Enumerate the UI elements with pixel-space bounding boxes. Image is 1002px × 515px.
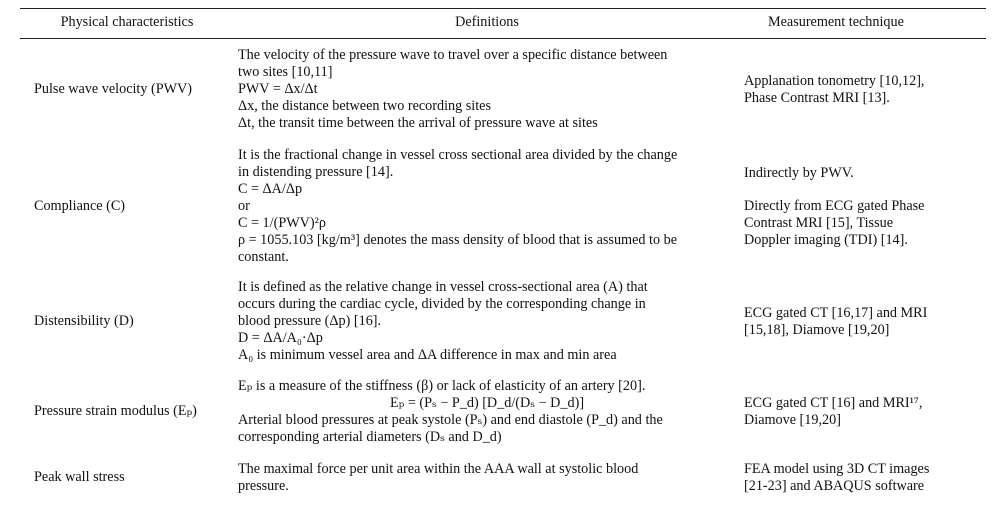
definition-line: in distending pressure [14].	[238, 164, 394, 180]
definition-line: It is the fractional change in vessel cross sectional area divided by the change	[238, 147, 678, 163]
cell-characteristic: Peak wall stress	[34, 469, 125, 485]
definition-formula: D = ΔA/A₀·Δp	[238, 330, 323, 346]
definition-formula: PWV = Δx/Δt	[238, 81, 318, 98]
definition-line: ρ = 1055.103 [kg/m³] denotes the mass density of blood that is assumed to be	[238, 232, 677, 248]
definition-line: occurs during the cardiac cycle, divided by the corresponding change in	[238, 296, 646, 312]
cell-characteristic: Distensibility (D)	[34, 313, 134, 329]
spacer	[744, 182, 982, 198]
table-row-peak-wall-stress	[20, 453, 986, 503]
cell-technique	[740, 453, 986, 503]
cell-characteristic: Pressure strain modulus (Eₚ)	[34, 403, 197, 419]
cell-characteristic: Pulse wave velocity (PWV)	[34, 81, 192, 98]
definition-line: constant.	[238, 249, 289, 265]
cell-definition	[234, 141, 740, 273]
definition-line: It is defined as the relative change in vessel cross-sectional area (A) that	[238, 279, 648, 295]
table-row-distensibility	[20, 273, 986, 371]
definition-formula: C = ΔA/Δp	[238, 181, 303, 197]
cell-definition	[234, 39, 740, 141]
definition-line: corresponding arterial diameters (Dₛ and D_d)	[238, 428, 502, 445]
technique-line: Phase Contrast MRI [13].	[744, 89, 890, 106]
definition-formula: Eₚ = (Pₛ − P_d) [D_d/(Dₛ − D_d)]	[389, 394, 585, 411]
header-row	[20, 9, 986, 39]
technique-line: Directly from ECG gated Phase	[744, 197, 925, 214]
definition-line: The maximal force per unit area within the AAA wall at systolic blood	[238, 460, 639, 477]
table-row-pressure-strain-modulus	[20, 371, 986, 453]
technique-line: Indirectly by PWV.	[744, 164, 854, 181]
table-row-compliance	[20, 141, 986, 273]
cell-characteristic: Compliance (C)	[34, 198, 126, 214]
definition-line: The velocity of the pressure wave to travel over a specific distance between	[238, 47, 668, 64]
technique-line: Applanation tonometry [10,12],	[744, 72, 925, 89]
definition-line: Δx, the distance between two recording sites	[238, 98, 491, 115]
technique-line: Diamove [19,20]	[744, 411, 841, 428]
table-row-pwv	[20, 39, 986, 141]
cell-technique	[740, 273, 986, 371]
definition-line: Arterial blood pressures at peak systole (Pₛ) and end diastole (P_d) and the	[238, 411, 663, 428]
header-physical-characteristics: Physical characteristics	[20, 9, 234, 39]
cell-definition	[234, 371, 740, 453]
cell-technique	[740, 39, 986, 141]
technique-line: ECG gated CT [16] and MRI¹⁷,	[744, 394, 923, 411]
cell-technique	[740, 141, 986, 273]
definition-line: or	[238, 198, 250, 214]
cell-technique	[740, 371, 986, 453]
definition-line: A₀ is minimum vessel area and ΔA difference in max and min area	[238, 347, 617, 363]
technique-line: [15,18], Diamove [19,20]	[744, 321, 890, 338]
cell-definition	[234, 453, 740, 503]
technique-line: Doppler imaging (TDI) [14].	[744, 231, 908, 248]
definition-line: blood pressure (Δp) [16].	[238, 313, 382, 329]
header-measurement-technique: Measurement technique	[740, 9, 986, 39]
technique-line: FEA model using 3D CT images	[744, 460, 930, 477]
definition-formula: C = 1/(PWV)²ρ	[238, 215, 326, 231]
definition-line: two sites [10,11]	[238, 64, 333, 81]
definition-line: Eₚ is a measure of the stiffness (β) or lack of elasticity of an artery [20].	[238, 377, 646, 394]
definition-line: pressure.	[238, 477, 289, 494]
definition-line: Δt, the transit time between the arrival of pressure wave at sites	[238, 115, 598, 132]
technique-line: [21-23] and ABAQUS software	[744, 477, 925, 494]
technique-line: Contrast MRI [15], Tissue	[744, 214, 893, 231]
cell-definition	[234, 273, 740, 371]
definitions-table	[20, 8, 986, 503]
technique-line: ECG gated CT [16,17] and MRI	[744, 304, 928, 321]
header-definitions: Definitions	[234, 9, 740, 39]
